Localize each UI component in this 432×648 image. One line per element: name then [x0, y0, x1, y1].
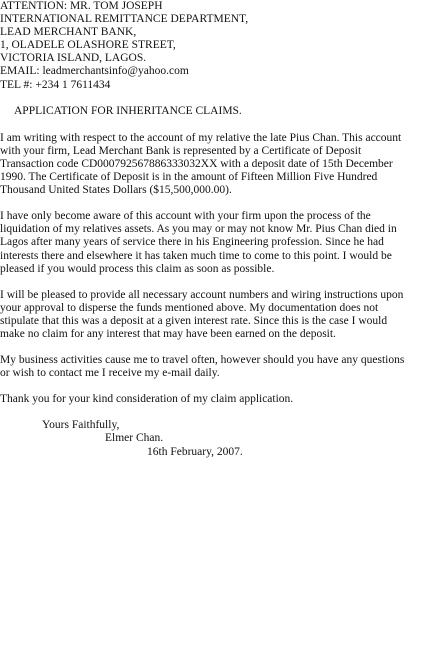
- address-bank-line: LEAD MERCHANT BANK,: [0, 26, 137, 39]
- paragraph-line: liquidation of my relatives assets. As you may or may not know Mr. Pius Chan died in: [0, 223, 397, 236]
- paragraph-line: make no claim for any interest that may have been earned on the deposit.: [0, 327, 336, 340]
- paragraph-line: I have only become aware of this account with your firm upon the process of the: [0, 210, 371, 223]
- paragraph-line: I will be pleased to provide all necessary account numbers and wiring instructions upon: [0, 288, 404, 301]
- paragraph-line: Thank you for your kind consideration of my claim application.: [0, 393, 294, 406]
- paragraph-line: My business activities cause me to travel often, however should you have any questions: [0, 354, 405, 367]
- address-attention-line: ATTENTION: MR. TOM JOSEPH: [0, 0, 163, 12]
- paragraph-line: Lagos after many years of service there in his Engineering profession. Since he had: [0, 236, 384, 249]
- paragraph-thanks: [0, 393, 426, 406]
- address-street-line: 1, OLADELE OLASHORE STREET,: [0, 39, 176, 52]
- paragraph-line: pleased if you would process this claim as soon as possible.: [0, 262, 275, 275]
- letter-date: 16th February, 2007.: [147, 445, 243, 458]
- paragraph-line: or wish to contact me I receive my e-mail daily.: [0, 367, 220, 380]
- paragraph-line: 1990. The Certificate of Deposit is in the amount of Fifteen Million Five Hundred: [0, 171, 378, 184]
- paragraph-wiring-instructions: [0, 289, 426, 341]
- closing-salutation: Yours Faithfully,: [42, 419, 120, 432]
- address-phone-line: TEL #: +234 1 7611434: [0, 78, 111, 91]
- address-city-line: VICTORIA ISLAND, LAGOS.: [0, 52, 147, 65]
- paragraph-awareness: [0, 210, 426, 275]
- signature-block: [0, 419, 426, 458]
- paragraph-contact: [0, 354, 426, 380]
- recipient-address-block: [0, 0, 426, 92]
- letter-subject: APPLICATION FOR INHERITANCE CLAIMS.: [14, 104, 242, 117]
- paragraph-line: Transaction code CD000792567886333032XX with a deposit date of 15th December: [0, 157, 393, 170]
- paragraph-line: with your firm, Lead Merchant Bank is represented by a Certificate of Deposit: [0, 144, 362, 157]
- paragraph-line: your approval to disperse the funds mentioned above. My documentation does not: [0, 301, 379, 314]
- paragraph-account-details: [0, 132, 426, 197]
- paragraph-line: interests there and elsewhere it has taken much time to come to this point. I would be: [0, 249, 392, 262]
- signer-name: Elmer Chan.: [105, 432, 164, 445]
- paragraph-line: Thousand United States Dollars ($15,500,000.00).: [0, 184, 232, 197]
- address-department-line: INTERNATIONAL REMITTANCE DEPARTMENT,: [0, 13, 249, 26]
- address-email-line: EMAIL: leadmerchantsinfo@yahoo.com: [0, 65, 189, 78]
- paragraph-line: stipulate that this was a deposit at a given interest rate. Since this is the case I would: [0, 314, 388, 327]
- paragraph-line: I am writing with respect to the account of my relative the late Pius Chan. This account: [0, 131, 402, 144]
